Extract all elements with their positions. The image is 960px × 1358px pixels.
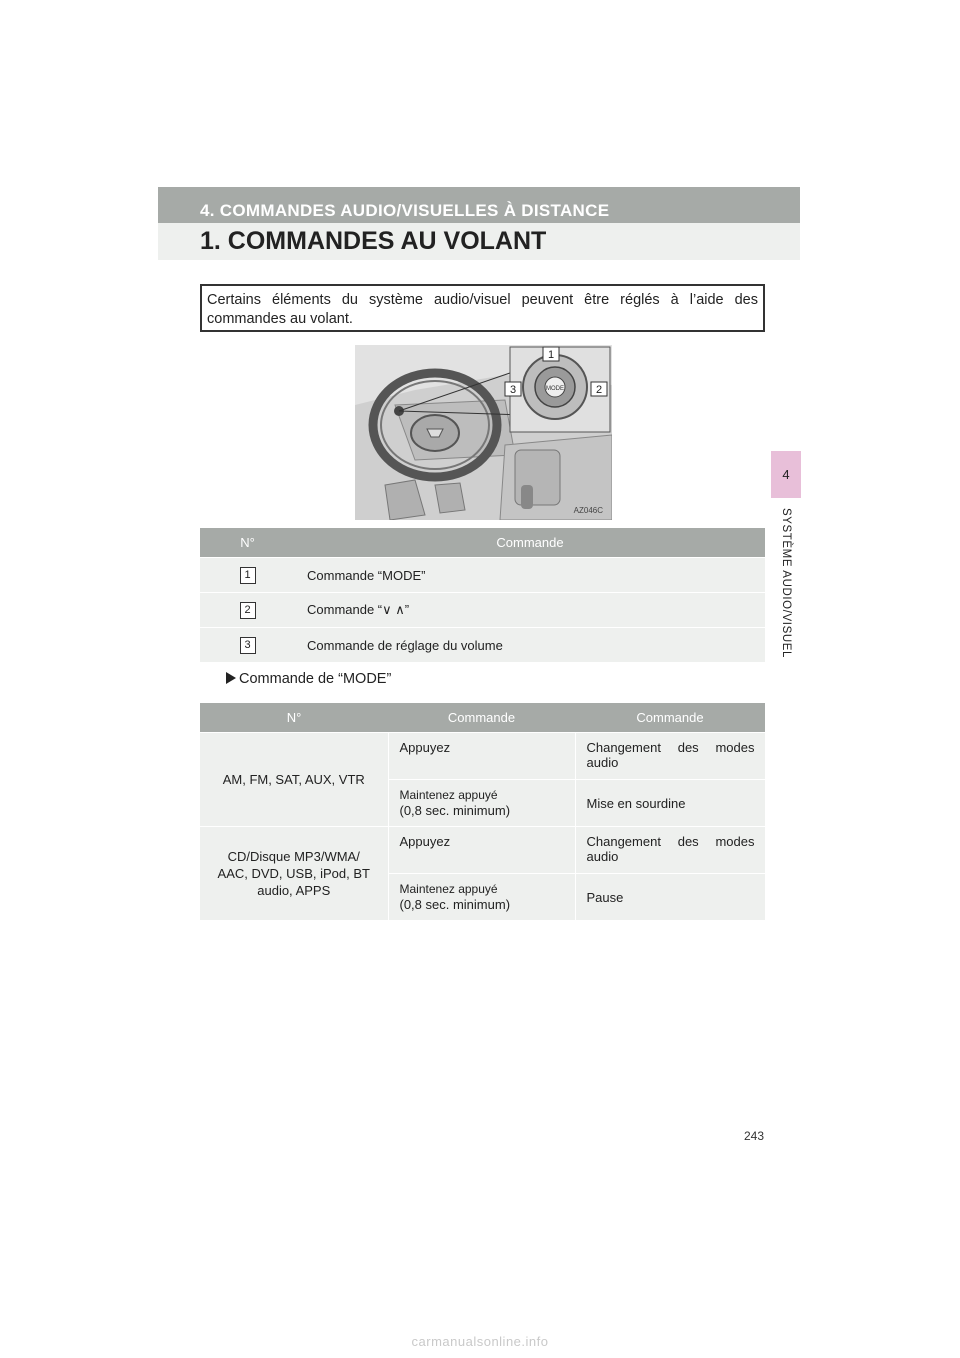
page-title: 1. COMMANDES AU VOLANT [158, 223, 800, 260]
action-line: Maintenez appuyé [399, 788, 498, 802]
table-row [200, 593, 765, 628]
steering-wheel-illustration [355, 345, 612, 520]
col-number: N° [200, 528, 295, 558]
number-box: 2 [240, 602, 256, 619]
mode-table [200, 703, 766, 921]
table-row [200, 558, 765, 593]
page-number: 243 [744, 1129, 765, 1143]
action-cell: Appuyez [388, 827, 575, 874]
col-command: Commande [295, 528, 765, 558]
figure-code: AZ046C [573, 506, 603, 515]
chapter-tab: 4 [771, 451, 801, 498]
mode-label: MODE [546, 386, 564, 392]
table-row [200, 733, 765, 780]
callout-2: 2 [595, 384, 603, 396]
table-header [200, 528, 765, 558]
subheading [226, 671, 391, 687]
result-cell: Pause [575, 874, 765, 921]
number-box: 3 [240, 637, 256, 654]
watermark: carmanualsonline.info [411, 1334, 549, 1349]
row-label: Commande de réglage du volume [295, 628, 765, 663]
row-label: Commande “MODE” [295, 558, 765, 593]
triangle-bullet-icon [226, 672, 236, 684]
result-cell: Mise en sourdine [575, 780, 765, 827]
controls-table [200, 528, 765, 662]
callout-3: 3 [509, 384, 517, 396]
col-command-result: Commande [575, 703, 765, 733]
source-group: AM, FM, SAT, AUX, VTR [200, 733, 388, 827]
chapter-label: SYSTÈME AUDIO/VISUEL [780, 507, 792, 659]
action-cell [388, 874, 575, 921]
action-line: Maintenez appuyé [399, 882, 498, 896]
action-cell: Appuyez [388, 733, 575, 780]
col-command: Commande [388, 703, 575, 733]
intro-box: Certains éléments du système audio/visuel peuvent être réglés à l’aide des commandes au volant. [200, 284, 765, 332]
section-header: 4. COMMANDES AUDIO/VISUELLES À DISTANCE [158, 187, 800, 223]
action-cell [388, 780, 575, 827]
subheading-text: Commande de “MODE” [239, 671, 392, 687]
row-label: Commande “∨ ∧” [295, 593, 765, 628]
table-row [200, 628, 765, 663]
action-line: (0,8 sec. minimum) [399, 897, 511, 912]
col-number: N° [200, 703, 388, 733]
source-group: CD/Disque MP3/WMA/ AAC, DVD, USB, iPod, BT audio, APPS [200, 827, 388, 921]
table-row [200, 827, 765, 874]
table-header [200, 703, 765, 733]
callout-1: 1 [547, 349, 555, 361]
result-cell: Changement des modes audio [575, 827, 765, 874]
number-box: 1 [240, 567, 256, 584]
result-cell: Changement des modes audio [575, 733, 765, 780]
action-line: (0,8 sec. minimum) [399, 803, 511, 818]
dashboard-drawing [355, 345, 612, 520]
